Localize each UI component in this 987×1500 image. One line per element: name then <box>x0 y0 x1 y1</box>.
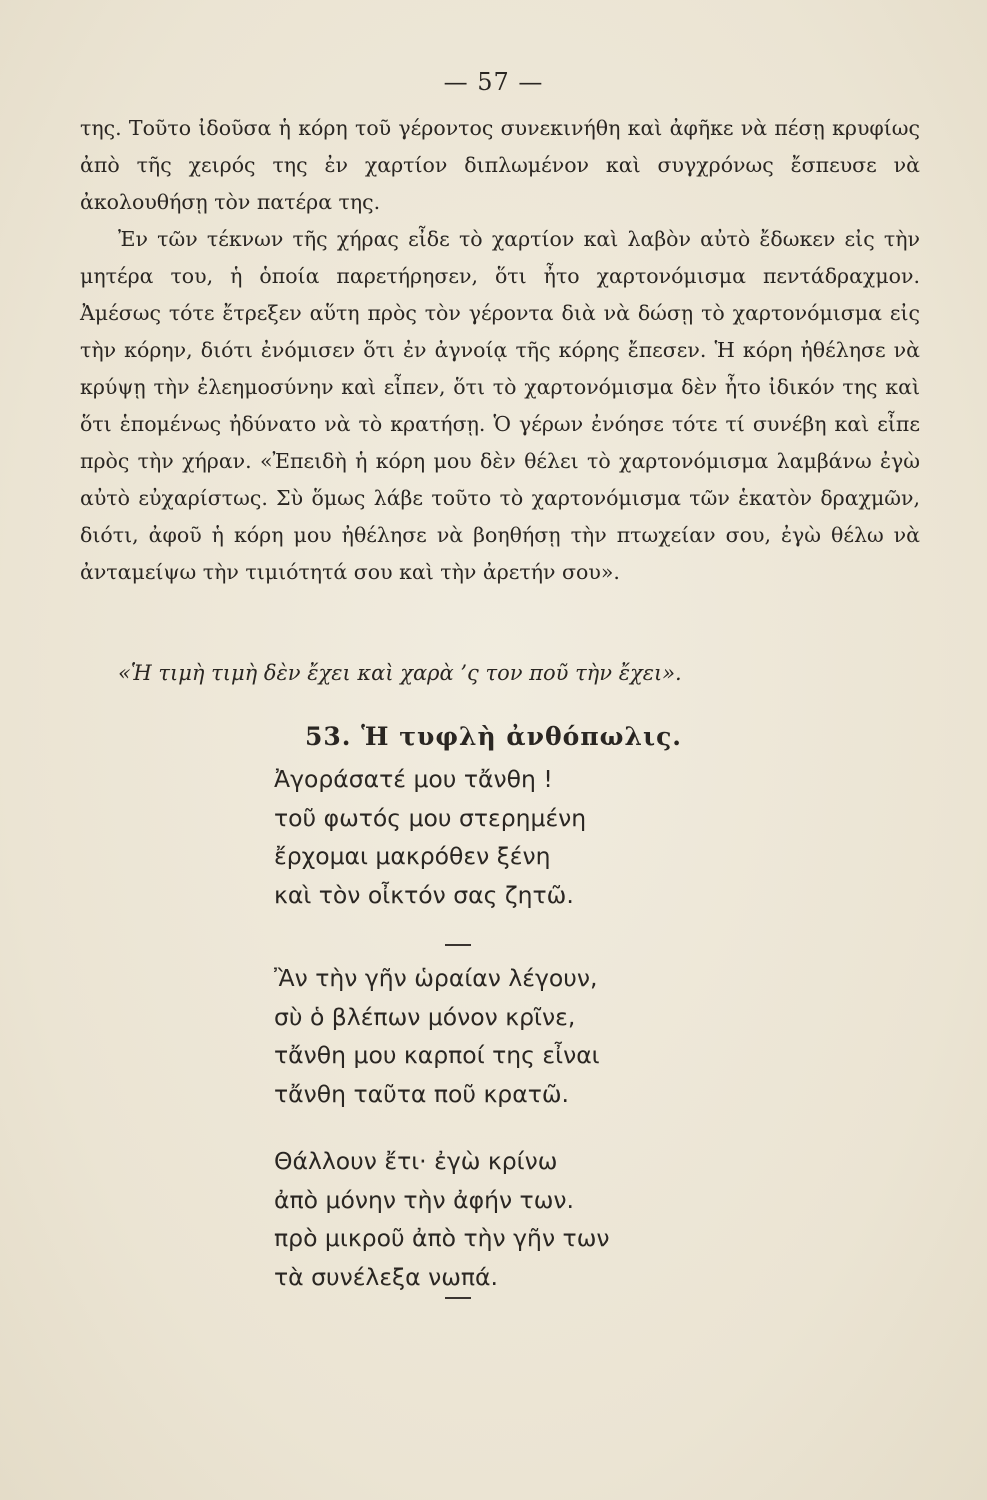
page-number: — 57 — <box>443 68 544 96</box>
poem-stanza <box>274 959 754 1113</box>
section-title: 53. Ἡ τυφλὴ ἀνθόπωλις. <box>304 722 683 751</box>
paragraph: της. Τοῦτο ἰδοῦσα ἡ κόρη τοῦ γέροντος συνεκινήθη καὶ ἀφῆκε νὰ πέσῃ κρυφίως ἀπὸ τῆς χειρός της ἐν χαρτίον διπλωμένον καὶ συγχρόνως ἔσπευσε νὰ ἀκολουθήσῃ τὸν πατέρα της. <box>80 116 920 214</box>
poem-line: Ἂν τὴν γῆν ὡραίαν λέγουν, <box>274 964 598 992</box>
poem-line: Ἀγοράσατέ μου τἄνθη ! <box>274 765 553 793</box>
proverb: «Ἡ τιμὴ τιμὴ δὲν ἔχει καὶ χαρὰ ’ς τον ποῦ τὴν ἔχει». <box>118 661 682 685</box>
poem-line: ἔρχομαι μακρόθεν ξένη <box>274 842 551 870</box>
poem-line: τἄνθη ταῦτα ποῦ κρατῶ. <box>274 1079 570 1108</box>
prose-block <box>80 110 920 591</box>
stanza-divider <box>445 944 471 946</box>
poem-line: σὺ ὁ βλέπων μόνον κρῖνε, <box>274 1002 576 1031</box>
poem-stanza <box>274 1142 754 1296</box>
paragraph: Ἐν τῶν τέκνων τῆς χήρας εἶδε τὸ χαρτίον καὶ λαβὸν αὐτὸ ἔδωκεν εἰς τὴν μητέρα του, ἡ ὁποία παρετήρησεν, ὅτι ἦτο χαρτονόμισμα πεντάδραχμον. Ἀμέσως τότε ἔτρεξεν αὕτη πρὸς τὸν γέροντα διὰ νὰ δώσῃ τὸ χαρτονόμισμα εἰς τὴν κόρην, διότι ἐνόμισεν ὅτι ἐν ἀγνοίᾳ τῆς κόρης ἔπεσεν. Ἡ κόρη ἠθέλησε νὰ κρύψῃ τὴν ἐλεημοσύνην καὶ εἶπεν, ὅτι τὸ χαρτονόμισμα δὲν ἦτο ἰδικόν της καὶ ὅτι ἑπομένως ἠδύνατο νὰ τὸ κρατήσῃ. Ὁ γέρων ἐνόησε τότε τί συνέβη καὶ εἶπε πρὸς τὴν χήραν. «Ἐπειδὴ ἡ κόρη μου δὲν θέλει τὸ χαρτονόμισμα λαμβάνω ἐγὼ αὐτὸ εὐχαρίστως. Σὺ ὅμως λάβε τοῦτο τὸ χαρτονόμισμα τῶν ἑκατὸν δραχμῶν, διότι, ἀφοῦ ἡ κόρη μου ἠθέλησε νὰ βοηθήσῃ τὴν πτωχείαν σου, ἐγὼ θέλω νὰ ἀνταμείψω τὴν τιμιότητά σου καὶ τὴν ἀρετήν σου». <box>80 227 920 584</box>
poem-line: ἀπὸ μόνην τὴν ἀφήν των. <box>274 1185 574 1214</box>
poem-line: πρὸ μικροῦ ἀπὸ τὴν γῆν των <box>274 1224 610 1252</box>
poem-line: Θάλλουν ἔτι· ἐγὼ κρίνω <box>274 1147 558 1175</box>
stanza-divider <box>445 1297 471 1299</box>
poem-line: τοῦ φωτός μου στερημένη <box>274 803 587 832</box>
poem-line: καὶ τὸν οἶκτόν σας ζητῶ. <box>274 880 574 909</box>
poem-stanza <box>274 760 754 914</box>
poem-line: τὰ συνέλεξα νωπά. <box>274 1262 499 1291</box>
poem-line: τἄνθη μου καρποί της εἶναι <box>274 1041 600 1069</box>
